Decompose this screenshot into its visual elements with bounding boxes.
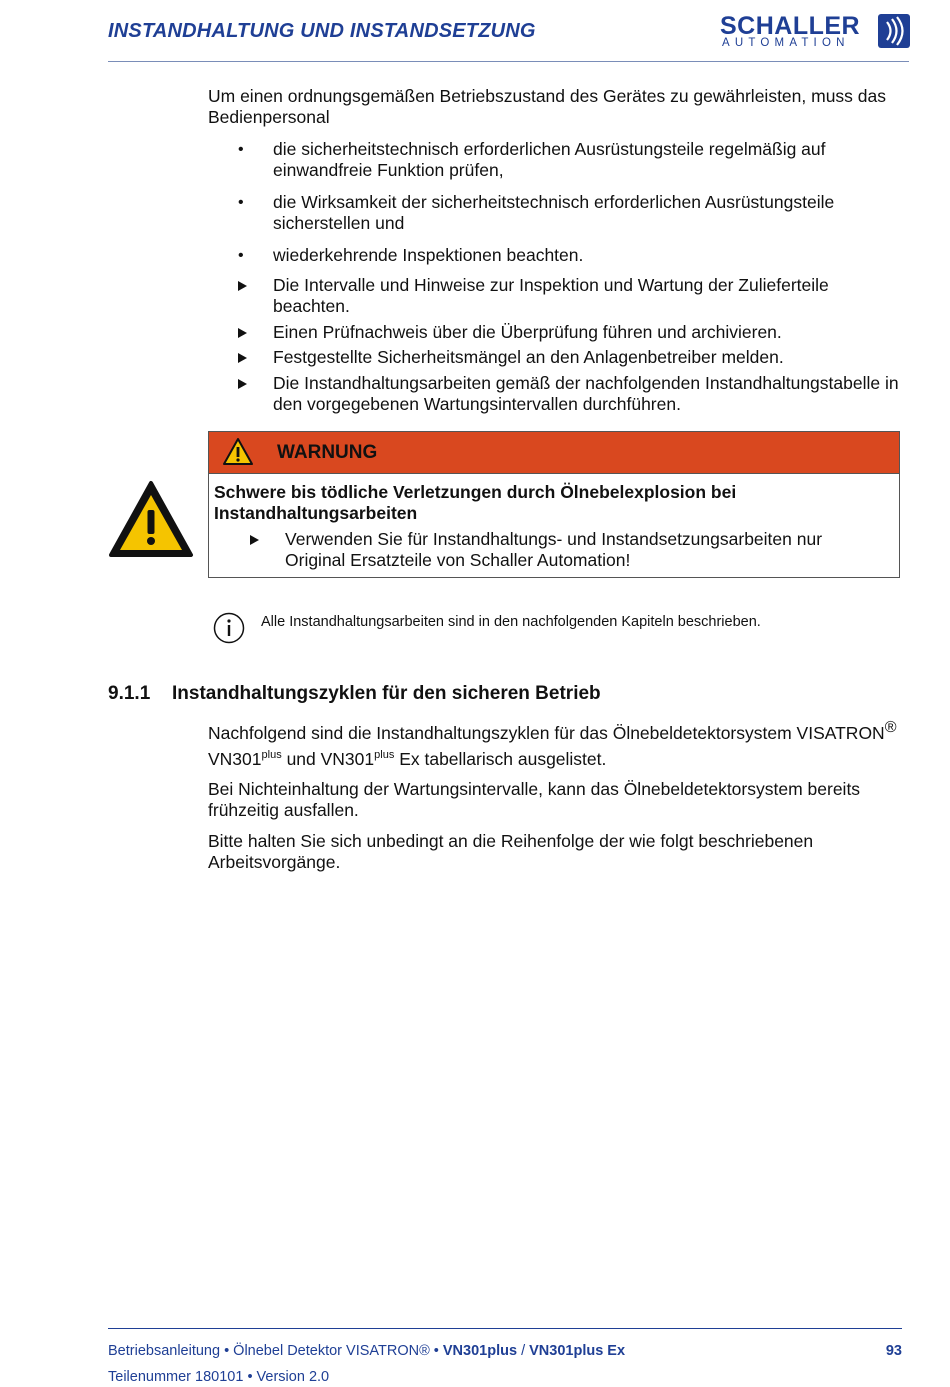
arrow-right-icon — [238, 373, 252, 394]
warning-box — [208, 431, 900, 578]
footer-part-number: Teilenummer 180101 • Version 2.0 — [108, 1369, 330, 1385]
arrow-right-icon — [250, 535, 259, 545]
page-number: 93 — [885, 1343, 902, 1359]
warning-small-icon — [222, 437, 254, 466]
bullet-dot-icon: • — [238, 194, 244, 211]
arrow-right-icon — [238, 275, 252, 296]
logo-tagline: AUTOMATION — [722, 37, 850, 49]
list-item-text: die Wirksamkeit der sicherheitstechnisch erforderlichen Ausrüstungsteile sicherstellen und — [273, 192, 835, 233]
action-item-text: Festgestellte Sicherheitsmängel an den Anlagenbetreiber melden. — [273, 347, 784, 367]
info-icon — [213, 612, 245, 644]
schaller-wave-icon — [878, 14, 910, 48]
info-note: Alle Instandhaltungsarbeiten sind in den nachfolgenden Kapiteln beschrieben. — [261, 614, 761, 630]
footer-document-title: Betriebsanleitung • Ölnebel Detektor VISATRON® • VN301plus / VN301plus Ex — [108, 1343, 626, 1359]
action-item-text: Einen Prüfnachweis über die Überprüfung führen und archivieren. — [273, 322, 782, 342]
intro-paragraph: Um einen ordnungsgemäßen Betriebszustand des Gerätes zu gewährleisten, muss das Bedienpersonal — [208, 86, 887, 127]
schaller-logo — [720, 12, 910, 52]
warning-label: WARNUNG — [277, 442, 378, 463]
action-item-text: Die Instandhaltungsarbeiten gemäß der nachfolgenden Instandhaltungstabelle in den vorgegebenen Wartungsintervallen durchführen. — [273, 373, 899, 414]
page-header-title: INSTANDHALTUNG UND INSTANDSETZUNG — [108, 20, 536, 42]
bullet-dot-icon: • — [238, 247, 244, 264]
section-number: 9.1.1 — [108, 683, 151, 704]
arrow-right-icon — [238, 322, 252, 343]
arrow-right-icon — [238, 347, 252, 368]
action-item-text: Die Intervalle und Hinweise zur Inspektion und Wartung der Zulieferteile beachten. — [273, 275, 829, 316]
warning-action-text: Verwenden Sie für Instandhaltungs- und Instandsetzungsarbeiten nur Original Ersatzteile von Schaller Automation! — [285, 529, 823, 570]
list-item-text: die sicherheitstechnisch erforderlichen Ausrüstungsteile regelmäßig auf einwandfreie Funktion prüfen, — [273, 139, 826, 180]
warning-triangle-icon — [108, 480, 194, 558]
list-item-text: wiederkehrende Inspektionen beachten. — [273, 245, 584, 265]
section-title: Instandhaltungszyklen für den sicheren Betrieb — [172, 683, 601, 704]
section-paragraph-3: Bitte halten Sie sich unbedingt an die Reihenfolge der wie folgt beschriebenen Arbeitsvorgänge. — [208, 831, 814, 872]
bullet-dot-icon: • — [238, 141, 244, 158]
footer-divider — [108, 1328, 902, 1329]
warning-header — [209, 432, 899, 474]
logo-name: SCHALLER — [720, 12, 861, 40]
section-paragraph-1: Nachfolgend sind die Instandhaltungszyklen für das Ölnebeldetektorsystem VISATRON® $VN301^{plus}$ und $VN301^{plus}$ Ex tabellarisch ausgelistet. — [208, 719, 897, 769]
header-divider — [108, 61, 909, 62]
warning-title: Schwere bis tödliche Verletzungen durch Ölnebelexplosion bei Instandhaltungsarbeiten — [214, 482, 737, 523]
section-paragraph-2: Bei Nichteinhaltung der Wartungsintervalle, kann das Ölnebeldetektorsystem bereits frühzeitig ausfallen. — [208, 779, 861, 820]
